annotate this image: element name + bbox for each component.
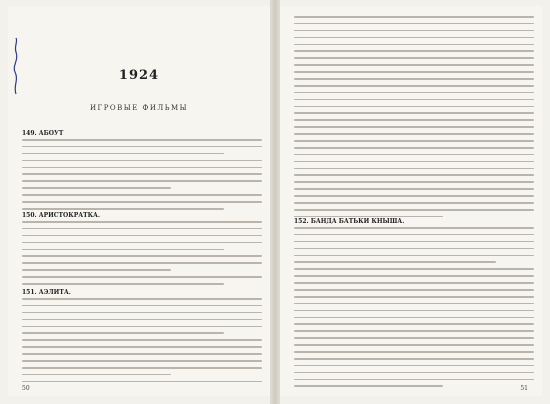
page-number: 51: [520, 385, 528, 392]
left-page: [8, 6, 270, 396]
entry-heading: [22, 289, 71, 296]
book-gutter: [270, 0, 280, 404]
entry-title: АЭЛИТА.: [38, 289, 71, 296]
entry-text-block: [294, 227, 534, 392]
entry-heading: [22, 212, 100, 219]
entry-title: БАНДА БАТЬКИ КНЫША.: [310, 218, 405, 225]
entry-title: АБОУТ: [38, 130, 64, 137]
entry-text-block: [294, 16, 534, 223]
handwritten-margin-note: [9, 36, 23, 96]
section-title: ИГРОВЫЕ ФИЛЬМЫ: [89, 104, 189, 112]
entry-title: АРИСТОКРАТКА.: [38, 212, 101, 219]
entry-number: 150.: [22, 212, 37, 219]
entry-number: 151.: [22, 289, 37, 296]
entry-text-block: [22, 221, 262, 290]
entry-text-block: [22, 298, 262, 388]
entry-heading: [294, 218, 404, 225]
entry-number: 149.: [22, 130, 37, 137]
entry-heading: [22, 130, 63, 137]
right-page: [280, 6, 542, 396]
entry-text-block: [22, 139, 262, 215]
page-number: 50: [22, 385, 30, 392]
year-heading: 1924: [118, 68, 160, 83]
entry-number: 152.: [294, 218, 309, 225]
